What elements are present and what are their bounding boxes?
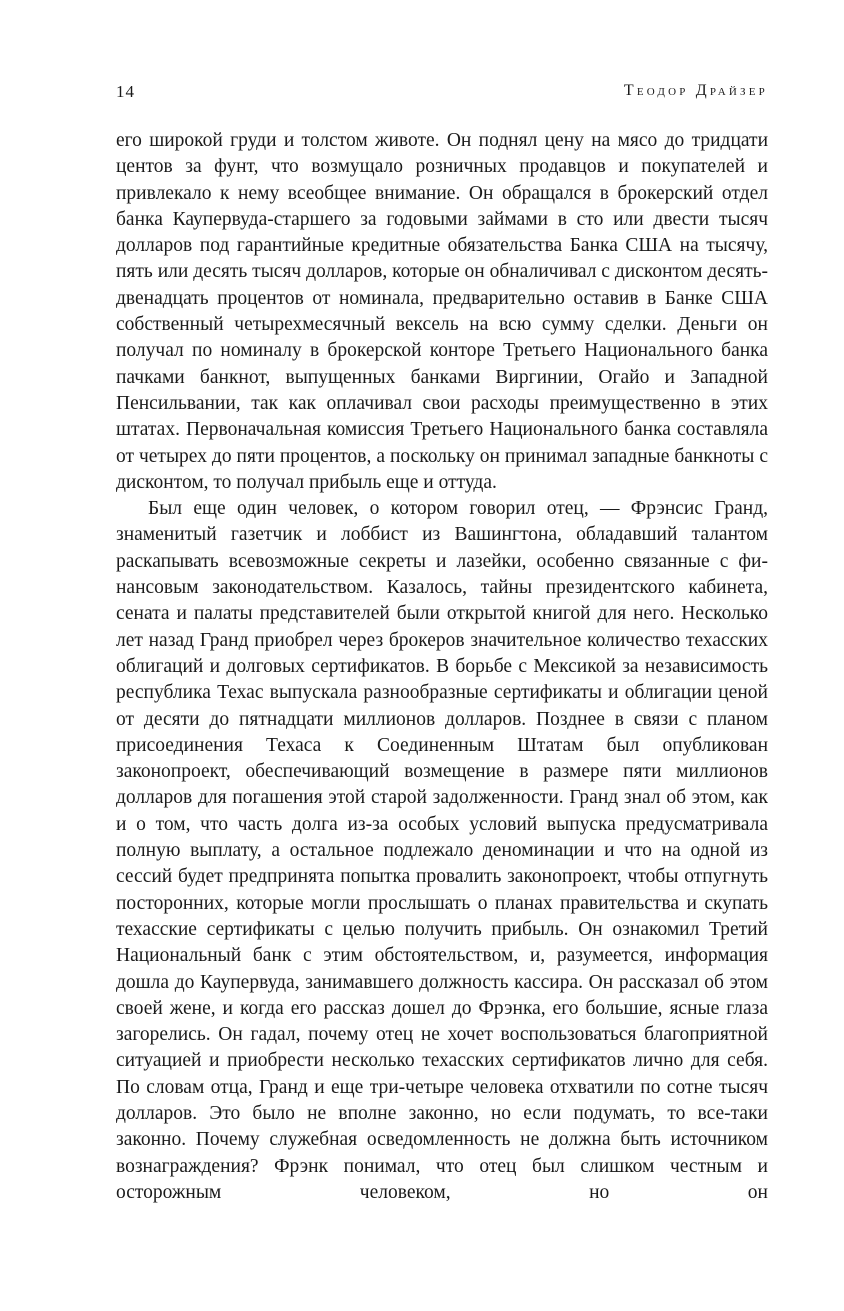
body-text [116, 128, 768, 1206]
page-header [116, 82, 768, 108]
paragraph-2: Был еще один человек, о котором говорил отец, — Фрэнсис Гранд, знаменитый газетчик и лоббист из Вашингтона, обладавший талантом раскапывать всевозможные секреты и лазейки, особенно связанные с финансовым законодательством. Казалось, тайны президентского кабинета, сената и палаты представителей были открытой книгой для него. Несколько лет назад Гранд приобрел через брокеров значительное количество техасских облигаций и долговых сертификатов. В борьбе с Мексикой за независимость республика Техас выпускала разнообразные сертификаты и облигации ценой от десяти до пятнадцати миллионов долларов. Позднее в связи с планом присоединения Техаса к Соединенным Штатам был опубликован законопроект, обеспечивающий возмещение в размере пяти миллионов долларов для погашения этой старой задолженности. Гранд знал об этом, как и о том, что часть долга из-за особых условий выпуска предусматривала полную выплату, а остальное подлежало деноминации и что на одной из сессий будет предпринята попытка провалить законопроект, чтобы отпугнуть посторонних, которые могли прослышать о планах правительства и скупать техасские сертификаты с целью получить прибыль. Он ознакомил Третий Национальный банк с этим обстоятельством, и, разумеется, информация дошла до Каупервуда, занимавшего должность кассира. Он рассказал об этом своей жене, и когда его рассказ дошел до Фрэнка, его большие, ясные глаза загорелись. Он гадал, почему отец не хочет воспользоваться благоприятной ситуацией и приобрести несколько техасских сертификатов лично для себя. По словам отца, Гранд и еще три-четыре человека отхватили по сотне тысяч долларов. Это было не вполне законно, но если подумать, то все-таки законно. Почему служебная осведомленность не должна быть источником вознаграждения? Фрэнк понимал, что отец был слишком честным и осторожным человеком, но он [116, 498, 768, 1203]
page-number: 14 [116, 82, 135, 101]
paragraph-1: его широкой груди и толстом животе. Он поднял цену на мясо до тридцати центов за фунт, что возмущало розничных продавцов и покупателей и привлекало к нему всеобщее внимание. Он обращался в брокерский отдел банка Каупервуда-старшего за годовыми займами в сто или двести тысяч долларов под гарантийные кредитные обязательства Банка США на тысячу, пять или десять тысяч долларов, которые он обналичивал с дисконтом десять-двенадцать процентов от номинала, предварительно оставив в Банке США собственный четырехмесячный вексель на всю сумму сделки. Деньги он получал по номиналу в брокерской конторе Третьего Национального банка пачками банкнот, выпущенных банками Виргинии, Огайо и Западной Пенсильвании, так как оплачивал свои расходы преимущественно в этих штатах. Первоначальная комиссия Третьего Национального банка составляла от четырех до пяти процентов, а поскольку он принимал западные банкноты с дисконтом, то получал прибыль еще и оттуда. [116, 130, 768, 493]
running-head-author: Теодор Драйзер [623, 82, 768, 99]
